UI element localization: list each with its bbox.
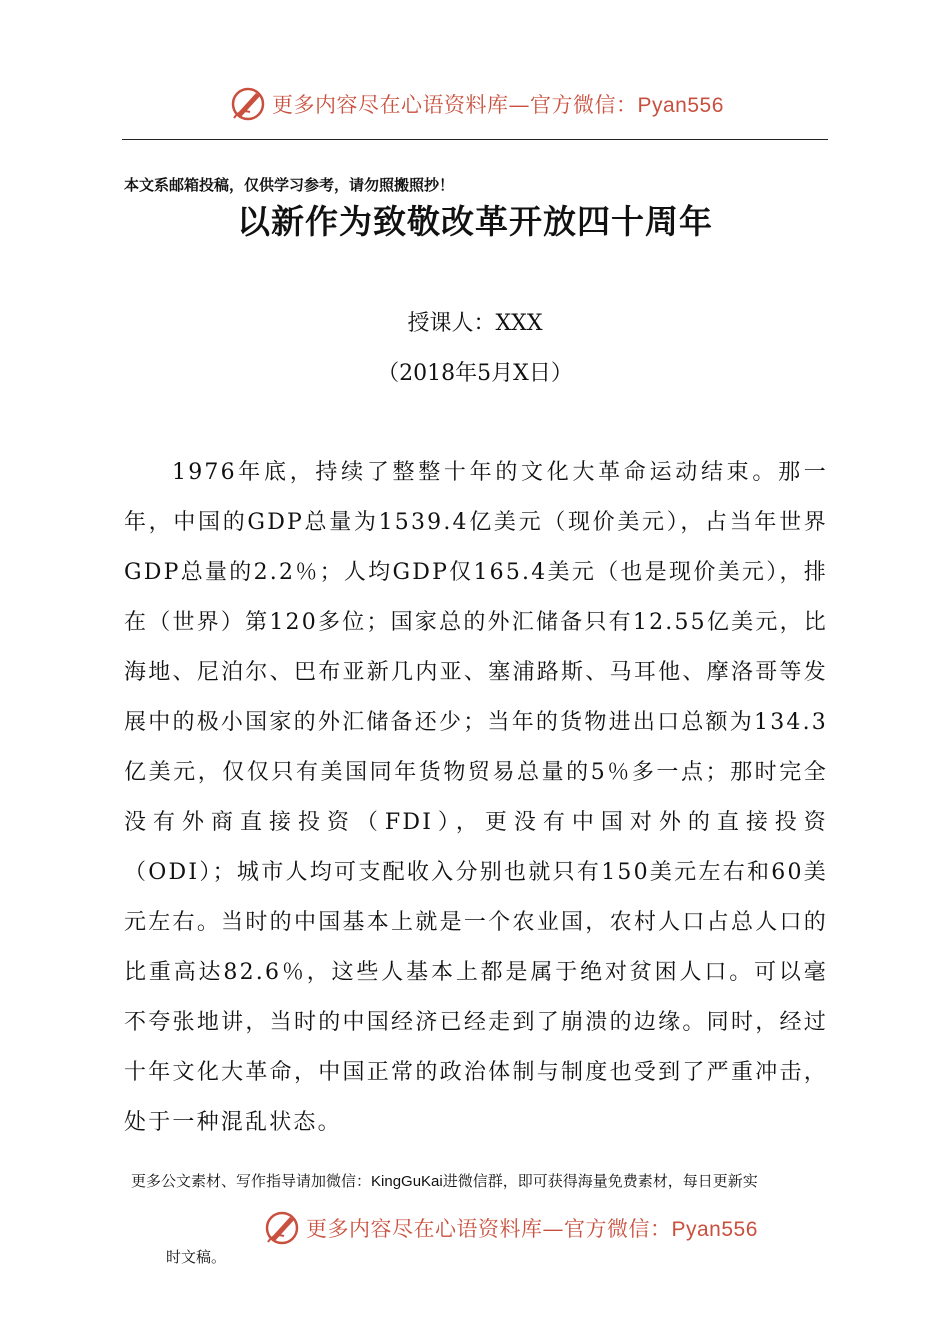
page-title: 以新作为致敬改革开放四十周年	[237, 202, 713, 241]
body-paragraph: 1976年底，持续了整整十年的文化大革命运动结束。那一年，中国的GDP总量为1539.4亿美元（现价美元），占当年世界GDP总量的2.2％；人均GDP仅165.4美元（也是现价美元），排在（世界）第120多位；国家总的外汇储备只有12.55亿美元，比海地、尼泊尔、巴布亚新几内亚、塞浦路斯、马耳他、摩洛哥等发展中的极小国家的外汇储备还少；当年的货物进出口总额为134.3亿美元，仅仅只有美国同年货物贸易总量的5％多一点；那时完全没有外商直接投资（FDI），更没有中国对外的直接投资（ODI）；城市人均可支配收入分别也就只有150美元左右和60美元左右。当时的中国基本上就是一个农业国，农村人口占总人口的比重高达82.6％，这些人基本上都是属于绝对贫困人口。可以毫不夸张地讲，当时的中国经济已经走到了崩溃的边缘。同时，经过十年文化大革命，中国正常的政治体制与制度也受到了严重冲击，处于一种混乱状态。	[124, 460, 828, 1135]
submission-notice: 本文系邮箱投稿，仅供学习参考，请勿照搬照抄！	[124, 176, 455, 194]
header-watermark-banner	[228, 82, 724, 126]
header-divider	[122, 139, 828, 140]
header-banner-text: 更多内容尽在心语资料库—官方微信：Pyan556	[272, 93, 724, 117]
pen-circle-logo-icon	[262, 1208, 302, 1248]
pen-circle-logo-icon	[228, 84, 268, 124]
footer-note: 更多公文素材、写作指导请加微信：KingGuKai进微信群，即可获得海量免费素材，每日更新实	[131, 1172, 758, 1190]
footer-banner-text: 更多内容尽在心语资料库—官方微信：Pyan556	[306, 1217, 758, 1241]
footer-watermark-banner	[262, 1206, 758, 1250]
date-line: （2018年5月X日）	[377, 361, 573, 386]
lecturer-line: 授课人：XXX	[407, 311, 543, 336]
footer-note-end: 时文稿。	[166, 1248, 227, 1266]
